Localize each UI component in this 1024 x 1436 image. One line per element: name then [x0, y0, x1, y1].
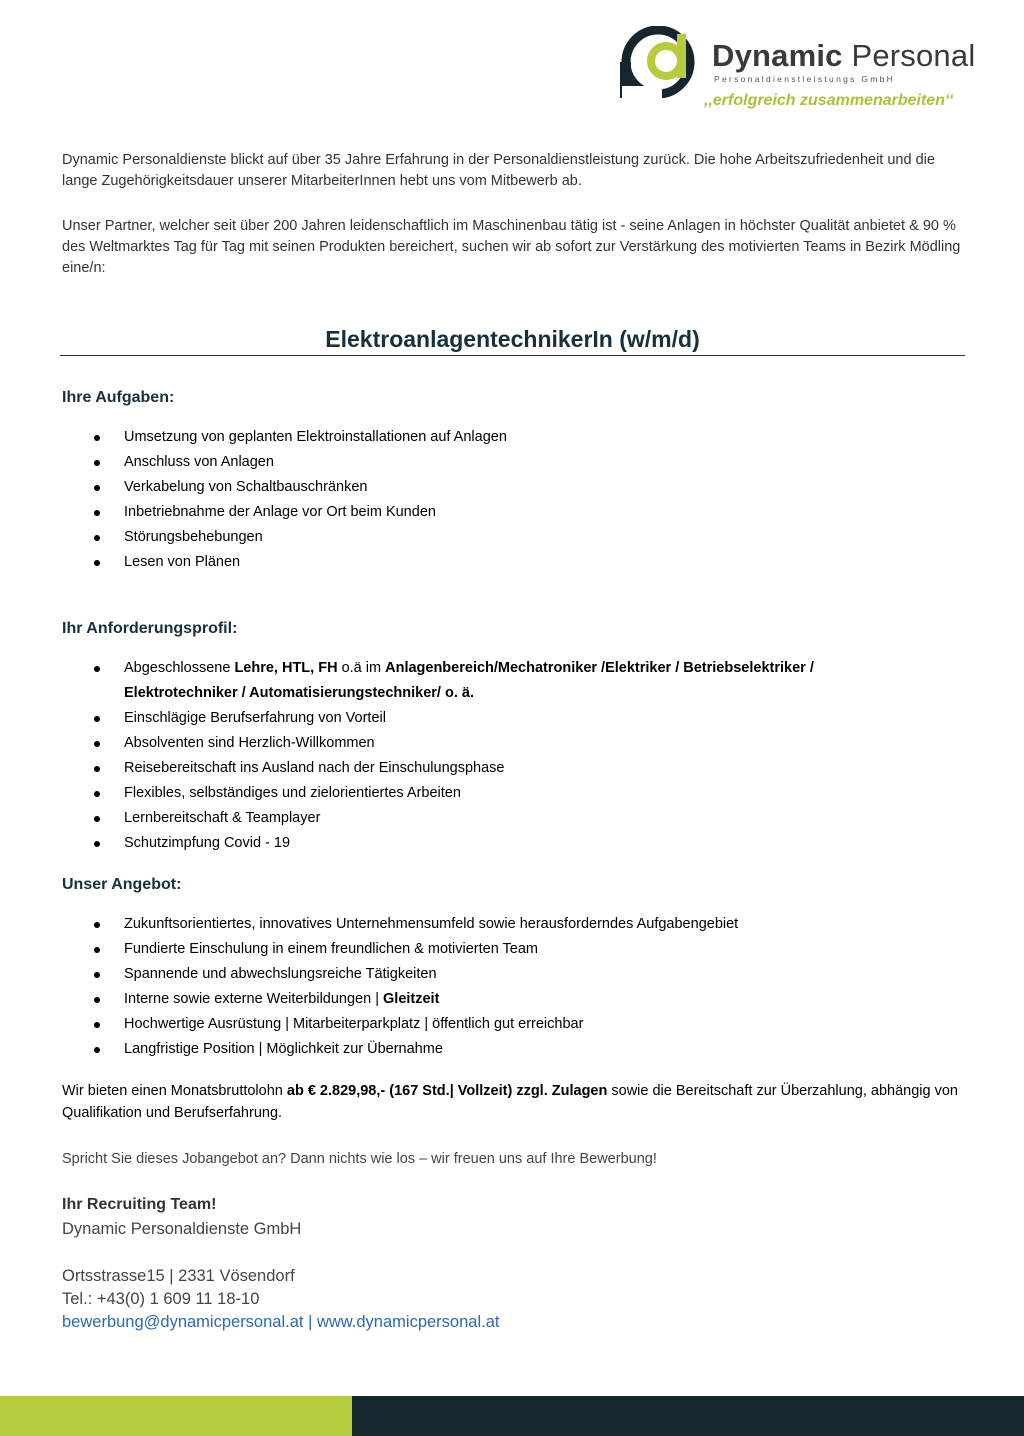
brand-name: Dynamic Personal — [712, 38, 976, 73]
closing-text: Spricht Sie dieses Jobangebot an? Dann nichts wie los – wir freuen uns auf Ihre Bewerbung! — [62, 1151, 657, 1167]
list-item: Hochwertige Ausrüstung | Mitarbeiterparkplatz | öffentlich gut erreichbar — [62, 1012, 962, 1037]
list-item: Reisebereitschaft ins Ausland nach der Einschulungsphase — [62, 756, 882, 781]
list-item: Verkabelung von Schaltbauschränken — [62, 475, 922, 500]
job-title: ElektroanlagentechnikerIn (w/m/d) — [325, 326, 700, 352]
list-item: Störungsbehebungen — [62, 525, 922, 550]
brand-subtitle: Personaldienstleistungs GmbH — [714, 74, 896, 84]
intro-paragraph-1: Dynamic Personaldienste blickt auf über 35 Jahre Erfahrung in der Personaldienstleistung zurück. Die hohe Arbeitszufriedenheit und die lange Zugehörigkeitsdauer unserer MitarbeiterInnen hebt uns vom Mitbewerb ab. — [62, 152, 935, 189]
dp-logo-icon — [620, 26, 700, 98]
company-logo — [620, 26, 990, 116]
list-item: Schutzimpfung Covid - 19 — [62, 831, 882, 856]
list-item: Einschlägige Berufserfahrung von Vorteil — [62, 706, 882, 731]
signature-team: Ihr Recruiting Team! — [62, 1196, 217, 1213]
footer-bar-dark — [352, 1396, 1024, 1436]
brand-slogan: ,,erfolgreich zusammenarbeiten‘‘ — [704, 92, 954, 109]
list-item: Inbetriebnahme der Anlage vor Ort beim Kunden — [62, 500, 922, 525]
requirements-heading: Ihr Anforderungsprofil: — [62, 620, 238, 637]
signature-address: Ortsstrasse15 | 2331 Vösendorf — [62, 1267, 295, 1285]
list-item: Abgeschlossene Lehre, HTL, FH o.ä im Anlagenbereich/Mechatroniker /Elektriker / Betriebselektriker / Elektrotechniker / Automatisierungstechniker/ o. ä. — [62, 656, 882, 706]
signature-contact-links: bewerbung@dynamicpersonal.at | www.dynamicpersonal.at — [62, 1313, 500, 1331]
list-item: Fundierte Einschulung in einem freundlichen & motivierten Team — [62, 937, 962, 962]
requirements-list — [62, 656, 882, 856]
list-item: Umsetzung von geplanten Elektroinstallationen auf Anlagen — [62, 425, 922, 450]
list-item: Langfristige Position | Möglichkeit zur Übernahme — [62, 1037, 962, 1062]
website-link[interactable]: www.dynamicpersonal.at — [316, 1313, 500, 1331]
list-item: Spannende und abwechslungsreiche Tätigkeiten — [62, 962, 962, 987]
list-item: Flexibles, selbständiges und zielorientiertes Arbeiten — [62, 781, 882, 806]
signature-company: Dynamic Personaldienste GmbH — [62, 1220, 302, 1238]
list-item: Absolventen sind Herzlich-Willkommen — [62, 731, 882, 756]
list-item: Anschluss von Anlagen — [62, 450, 922, 475]
tasks-list — [62, 425, 922, 575]
intro-paragraph-2: Unser Partner, welcher seit über 200 Jahren leidenschaftlich im Maschinenbau tätig ist - seine Anlagen in höchster Qualität anbietet & 90 % des Weltmarktes Tag für Tag mit seinen Produkten bereichert, suchen wir ab sofort zur Verstärkung des motivierten Teams in Bezirk Mödling eine/n: — [62, 218, 961, 276]
tasks-heading: Ihre Aufgaben: — [62, 389, 175, 406]
offer-list — [62, 912, 962, 1062]
list-item: Lernbereitschaft & Teamplayer — [62, 806, 882, 831]
signature-phone: Tel.: +43(0) 1 609 11 18-10 — [62, 1290, 260, 1308]
list-item: Zukunftsorientiertes, innovatives Unternehmensumfeld sowie herausforderndes Aufgabengebiet — [62, 912, 962, 937]
job-title-block — [60, 326, 965, 356]
list-item: Interne sowie externe Weiterbildungen | Gleitzeit — [62, 987, 962, 1012]
list-item: Lesen von Plänen — [62, 550, 922, 575]
email-link[interactable]: bewerbung@dynamicpersonal.at — [62, 1313, 304, 1331]
offer-heading: Unser Angebot: — [62, 876, 182, 893]
footer-bar-green — [0, 1396, 352, 1436]
salary-paragraph: Wir bieten einen Monatsbruttolohn ab € 2.829,98,- (167 Std.| Vollzeit) zzgl. Zulagen sowie die Bereitschaft zur Überzahlung, abhängig von Qualifikation und Berufserfahrung. — [62, 1083, 958, 1121]
